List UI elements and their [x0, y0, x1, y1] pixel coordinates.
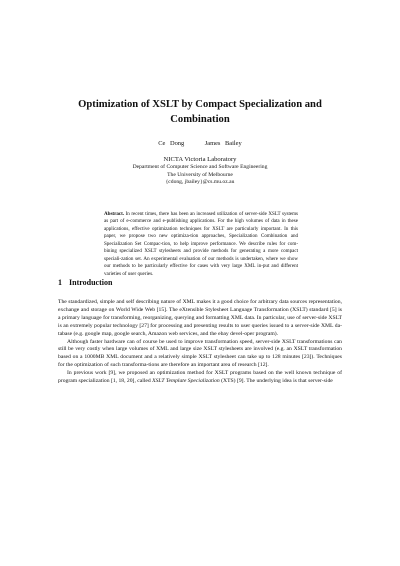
affiliation-university: The University of Melbourne: [167, 171, 233, 178]
affiliation-email: {cdong, jbailey}@cs.mu.oz.au: [165, 179, 235, 186]
paper-title: Optimization of XSLT by Compact Specialization and Combination: [78, 99, 322, 125]
affiliation-lab: NICTA Victoria Laboratory: [163, 156, 237, 163]
section-title: Introduction: [69, 278, 113, 287]
body-text: [58, 299, 342, 386]
section-heading: [58, 278, 342, 287]
affiliation: [0, 156, 400, 186]
body-paragraph: The standardized, simple and self describing nature of XML makes it a good choice for arbitrary data sources representation, exchange and storage on World Wide Web [15]. The eXtensible Stylesheet Language Transformation (XSLT) standard [5] is a primary language for transforming, reorganizing, querying and formatting XML data. In particular, use of server-side XSLT is an extremely popular technology [27] for processing and presenting results to user queries issued to a server-side XML da-tabase (e.g. google map, google search, Amazon web services, and the ebay devel-oper program).: [58, 299, 342, 337]
paragraph-text: (XTS) [9]. The underlying idea is that server-side: [219, 378, 333, 385]
author-name: James Bailey: [204, 140, 242, 147]
body-paragraph: [58, 370, 342, 386]
paragraph-text: In previous work [9], we proposed an optimization method for XSLT programs based on the well known technique of program specialization [1, 18, 20], called: [58, 370, 342, 385]
author-name: Ce Dong: [158, 140, 185, 147]
emphasis-text: XSLT Template Specialization: [152, 378, 220, 385]
body-paragraph: Although faster hardware can of course be used to improve transformation speed, server-side XSLT transformations can still be very costly when large volumes of XML and large size XSLT stylesheets are involved (e.g. an XSLT transformation based on a 1000MB XML document and a relatively simple XSLT stylesheet can take up to 128 minutes [23]). Techniques for the optimization of such transforma-tions are therefore an important area of research [12].: [58, 338, 342, 369]
abstract-label: Abstract.: [104, 211, 125, 217]
author-list: [0, 140, 400, 147]
section-number: 1: [58, 278, 62, 287]
abstract: [104, 211, 298, 278]
abstract-text: In recent times, there has been an increased utilization of server-side XSLT systems as part of e-commerce and e-publishing applications. For the high volumes of data in these applications, effective optimization techniques for XSLT are particularly important. In this paper, we propose two new optimiza-tion approaches, Specialization Combination and Specialization Set Compac-tion, to help improve performance. We describe rules for com-bining specialized XSLT stylesheets and provide methods for generating a more compact speciali-zation set. An experimental evaluation of our methods is undertaken, where we show our methods to be particularly effective for cases with very large XML in-put and different varieties of user queries.: [104, 211, 298, 277]
affiliation-department: Department of Computer Science and Software Engineering: [132, 164, 268, 171]
